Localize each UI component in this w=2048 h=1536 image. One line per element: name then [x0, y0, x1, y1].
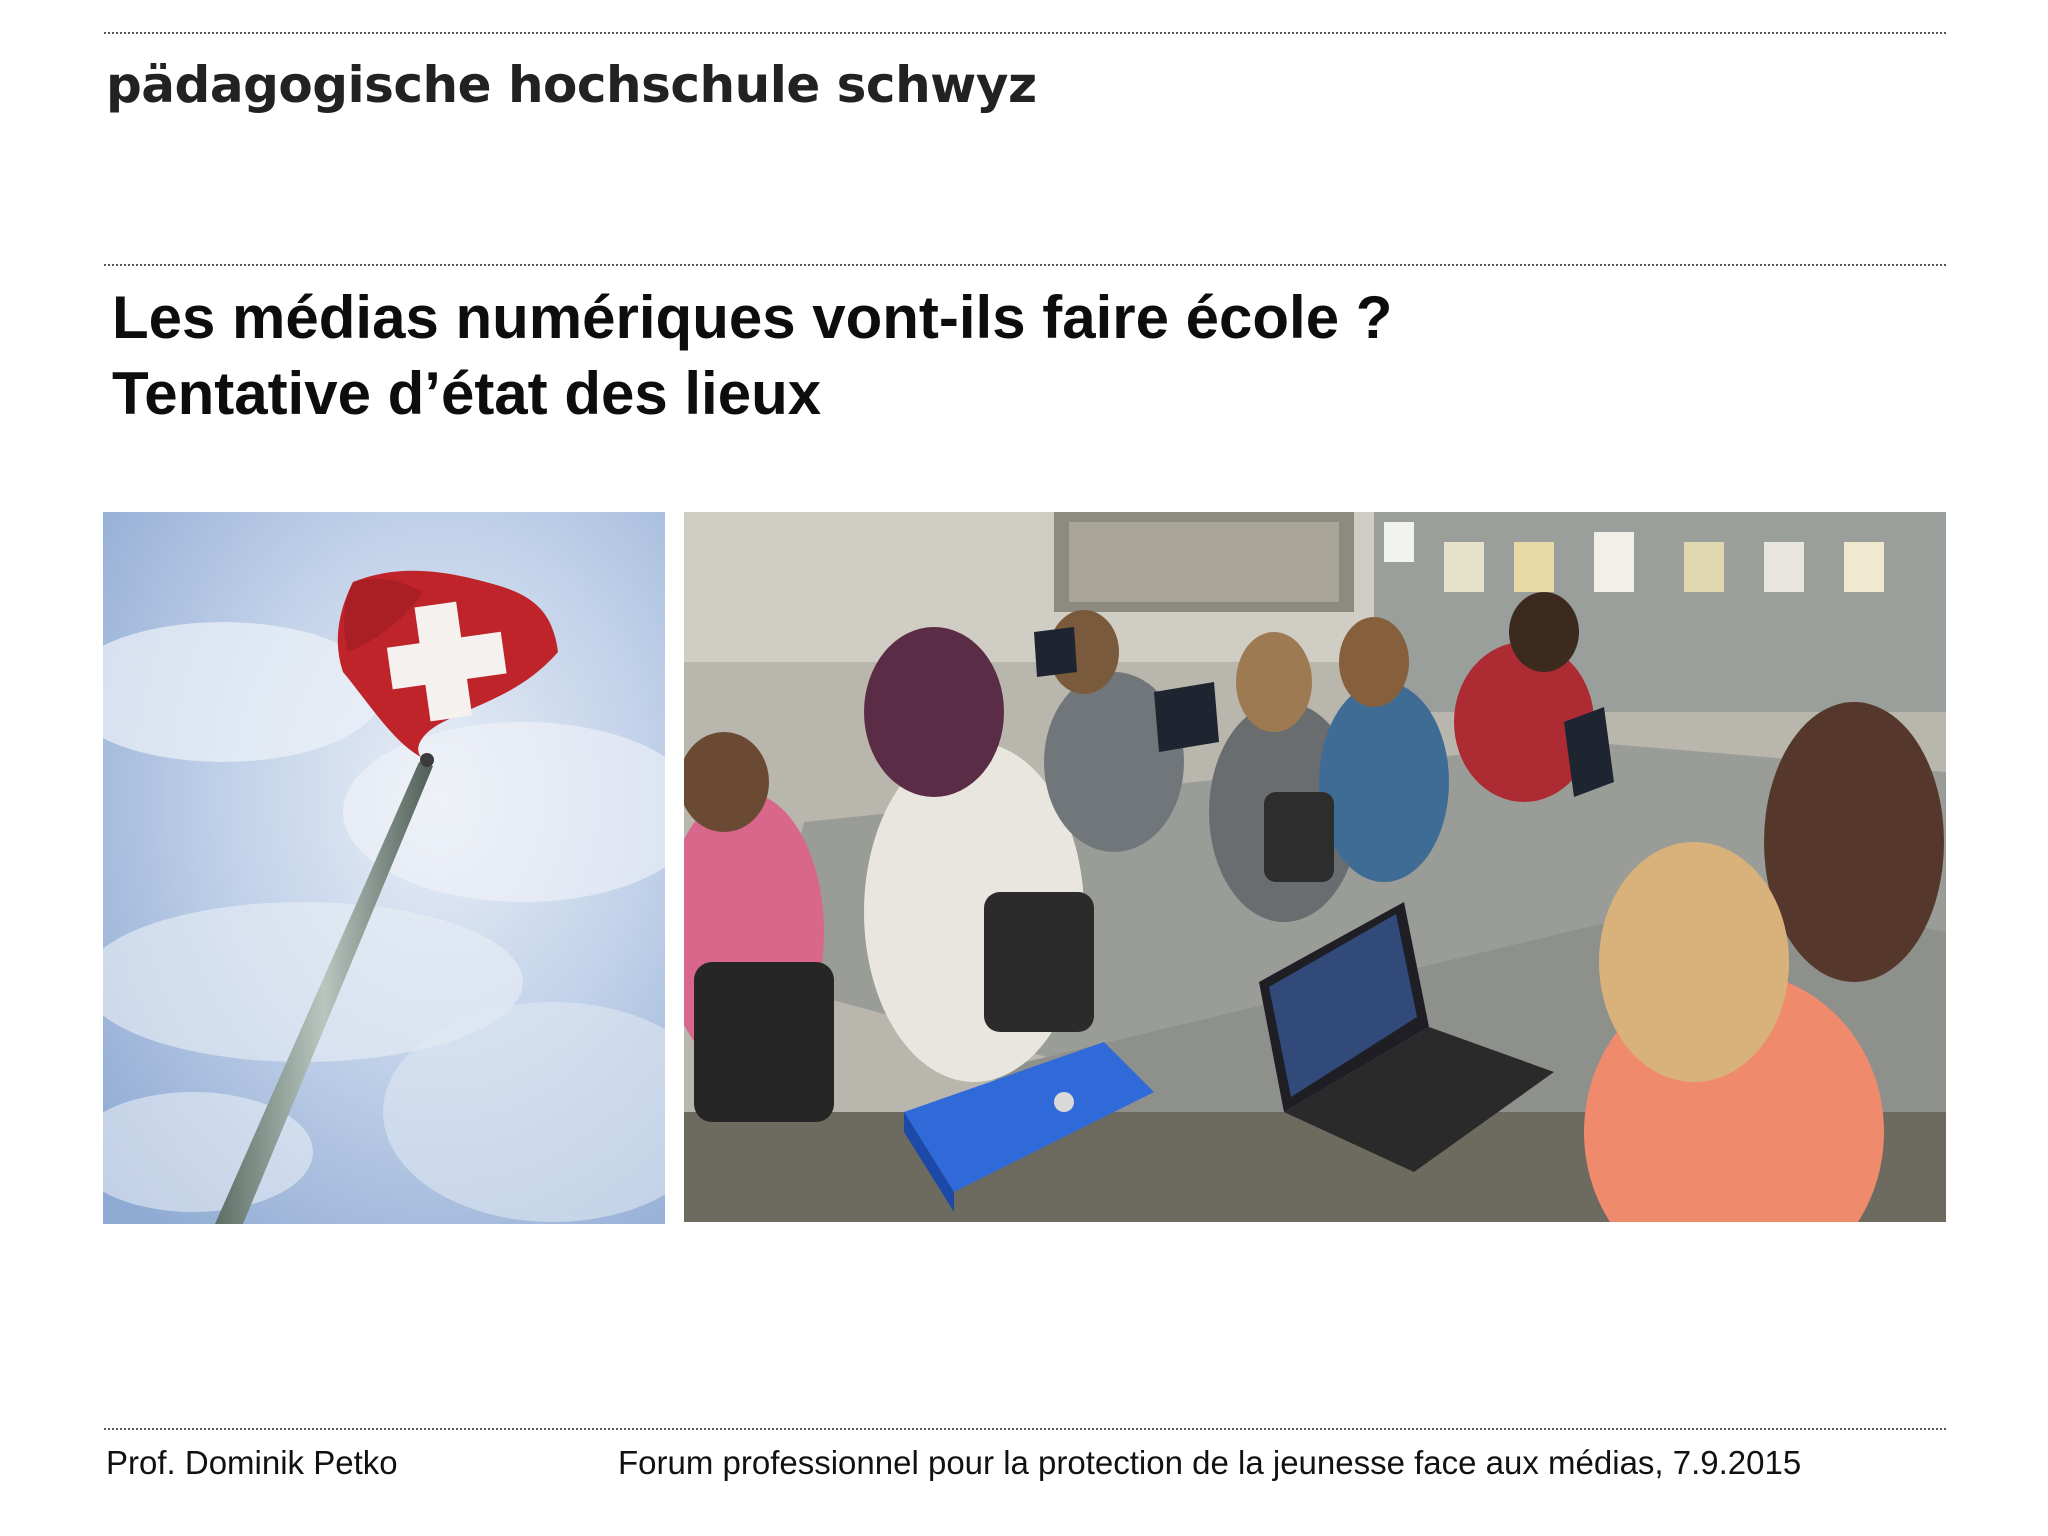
institution-logo-text: pädagogische hochschule schwyz: [106, 56, 1037, 114]
slide-title: [112, 280, 1392, 432]
slide-title-line-2: Tentative d’état des lieux: [112, 360, 822, 427]
footer-author: Prof. Dominik Petko: [106, 1444, 398, 1481]
slide-title-line-1: Les médias numériques vont-ils faire école ?: [112, 284, 1393, 351]
title-divider: [104, 264, 1946, 266]
swiss-flag-icon: [103, 512, 665, 1224]
footer-event: Forum professionnel pour la protection de la jeunesse face aux médias, 7.9.2015: [618, 1444, 1802, 1481]
classroom-laptops-photo: [684, 512, 1946, 1222]
top-divider: [104, 32, 1946, 34]
footer-divider: [104, 1428, 1946, 1430]
laptop-icon: [684, 512, 1946, 1222]
swiss-flag-photo: [103, 512, 665, 1224]
